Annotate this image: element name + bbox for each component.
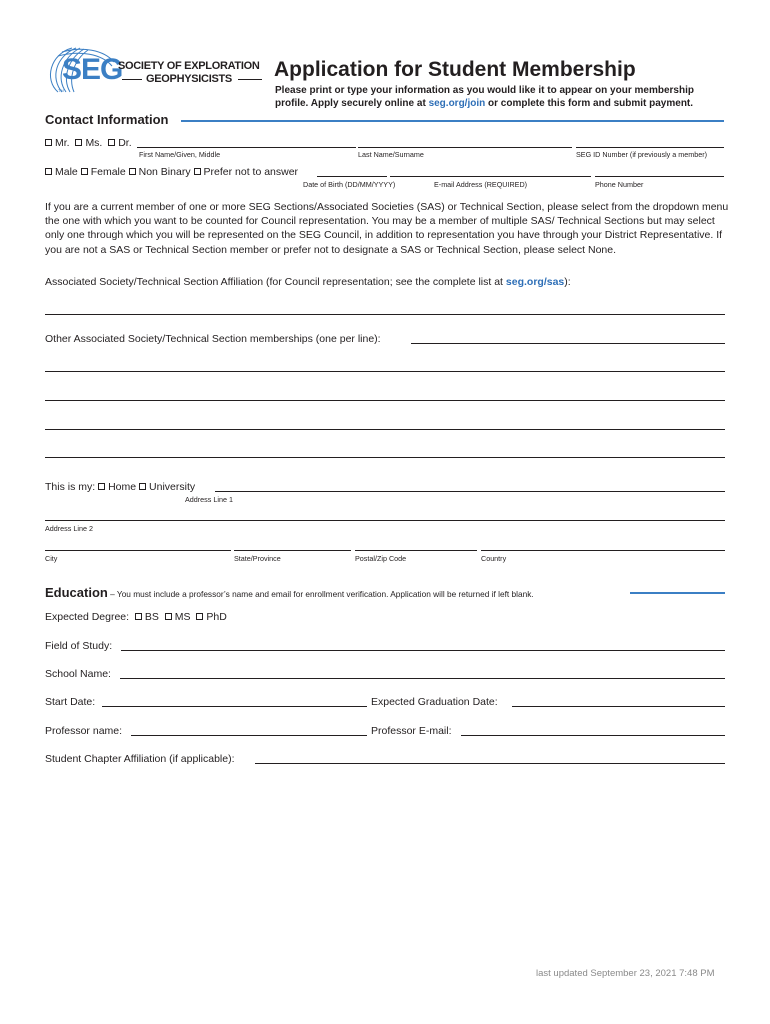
checkbox-female[interactable]: Female <box>81 166 126 178</box>
student-chapter-label: Student Chapter Affiliation (if applicable): <box>45 753 235 765</box>
other-membership-field-5[interactable] <box>45 457 725 458</box>
dob-field[interactable] <box>317 176 387 177</box>
school-name-field[interactable] <box>120 678 725 679</box>
affiliation-field[interactable] <box>45 314 725 315</box>
education-heading-row <box>45 584 534 602</box>
education-rule <box>630 592 725 594</box>
student-chapter-field[interactable] <box>255 763 725 764</box>
title-options <box>45 137 132 150</box>
city-label: City <box>45 554 58 563</box>
other-memberships-label: Other Associated Society/Technical Section memberships (one per line): <box>45 333 381 345</box>
start-date-field[interactable] <box>102 706 367 707</box>
email-label: E-mail Address (REQUIRED) <box>434 180 528 189</box>
other-membership-field-4[interactable] <box>45 429 725 430</box>
professor-name-field[interactable] <box>131 735 367 736</box>
contact-rule <box>181 120 724 122</box>
gender-options <box>45 166 298 179</box>
postal-field[interactable] <box>355 550 477 551</box>
checkbox-dr[interactable]: Dr. <box>108 137 131 149</box>
last-updated: last updated September 23, 2021 7:48 PM <box>536 968 715 979</box>
email-field[interactable] <box>390 176 591 177</box>
phone-field[interactable] <box>595 176 724 177</box>
phone-label: Phone Number <box>595 180 644 189</box>
other-membership-field-1[interactable] <box>411 343 725 344</box>
professor-email-field[interactable] <box>461 735 725 736</box>
affiliation-label: Associated Society/Technical Section Affiliation (for Council representation; see the complete list at seg.org/sas): <box>45 276 571 288</box>
degree-row: Expected Degree: BS MS PhD <box>45 611 227 623</box>
country-field[interactable] <box>481 550 725 551</box>
first-name-label: First Name/Given, Middle <box>139 150 221 159</box>
sas-link[interactable]: seg.org/sas <box>505 276 565 288</box>
seg-id-field[interactable] <box>576 147 724 148</box>
sas-paragraph: If you are a current member of one or more SEG Sections/Associated Societies (SAS) or Technical Section, please select from the dropdown menu the one with which you want to be counted for Council representation. You may be a member of multiple SAS/ Technical Sections but may select only one through which you will be represented on the SEG Council, in addition to representation you have through your District Representative. If you are not a SAS or Technical Section member or prefer not to designate a SAS or Technical Section, please select None. <box>45 201 729 256</box>
checkbox-male[interactable]: Male <box>45 166 78 178</box>
professor-name-label: Professor name: <box>45 725 123 737</box>
state-field[interactable] <box>234 550 351 551</box>
address-line1-label: Address Line 1 <box>185 495 233 504</box>
instructions-text-c: or complete this form and submit payment. <box>485 98 694 109</box>
seg-logo <box>42 44 267 96</box>
checkbox-phd[interactable]: PhD <box>196 611 226 623</box>
graduation-date-field[interactable] <box>512 706 725 707</box>
other-membership-field-2[interactable] <box>45 371 725 372</box>
logo-name-line2: GEOPHYSICISTS <box>146 73 232 85</box>
postal-label: Postal/Zip Code <box>355 554 407 563</box>
checkbox-ms[interactable]: Ms. <box>75 137 102 149</box>
professor-email-label: Professor E-mail: <box>371 725 452 737</box>
country-label: Country <box>481 554 507 563</box>
education-heading: Education <box>45 585 108 600</box>
logo-tm: TM <box>58 88 64 93</box>
address-line1-field[interactable] <box>215 491 725 492</box>
seg-id-label: SEG ID Number (if previously a member) <box>576 150 708 159</box>
checkbox-university[interactable]: University <box>139 481 195 493</box>
checkbox-prefer-not[interactable]: Prefer not to answer <box>194 166 299 178</box>
contact-heading: Contact Information <box>45 112 169 127</box>
address-type: This is my: Home University <box>45 481 196 493</box>
education-note: – You must include a professor’s name and email for enrollment verification. Application will be returned if left blank. <box>107 589 534 599</box>
other-membership-field-3[interactable] <box>45 400 725 401</box>
instructions-line2 <box>275 97 693 110</box>
last-name-label: Last Name/Surname <box>358 150 424 159</box>
logo-name-line1: SOCIETY OF EXPLORATION <box>118 60 260 72</box>
state-label: State/Province <box>234 554 281 563</box>
checkbox-bs[interactable]: BS <box>135 611 159 623</box>
last-name-field[interactable] <box>358 147 572 148</box>
join-link[interactable]: seg.org/join <box>428 98 486 109</box>
first-name-field[interactable] <box>137 147 356 148</box>
field-of-study-label: Field of Study: <box>45 640 113 652</box>
page-title: Application for Student Membership <box>274 58 636 81</box>
instructions-text-b: profile. Apply securely online at <box>275 98 429 109</box>
address-line2-field[interactable] <box>45 520 725 521</box>
instructions-line1: Please print or type your information as you would like it to appear on your membership <box>275 85 694 96</box>
dob-label: Date of Birth (DD/MM/YYYY) <box>303 180 396 189</box>
address-line2-label: Address Line 2 <box>45 524 93 533</box>
field-of-study-field[interactable] <box>121 650 725 651</box>
checkbox-ms-degree[interactable]: MS <box>165 611 191 623</box>
checkbox-mr[interactable]: Mr. <box>45 137 70 149</box>
checkbox-non-binary[interactable]: Non Binary <box>129 166 191 178</box>
school-name-label: School Name: <box>45 668 111 680</box>
start-date-label: Start Date: <box>45 696 96 708</box>
city-field[interactable] <box>45 550 231 551</box>
graduation-date-label: Expected Graduation Date: <box>371 696 498 708</box>
checkbox-home[interactable]: Home <box>98 481 136 493</box>
logo-mark: SEG <box>62 53 123 86</box>
